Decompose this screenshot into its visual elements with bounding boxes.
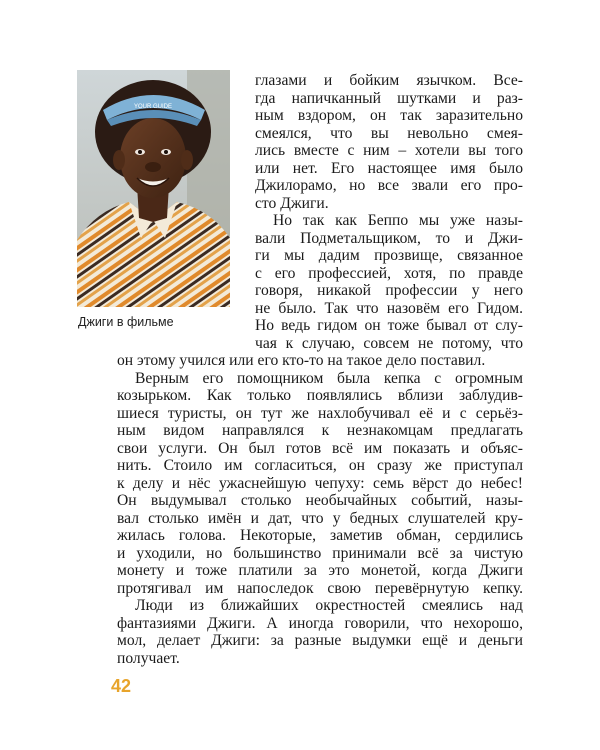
text-line: и уходили, но большинство принимали всё за чистую [117, 544, 523, 562]
text-line: смеялся, что вы невольно смея- [255, 124, 523, 142]
photo-caption: Джиги в фильме [78, 315, 174, 329]
portrait-illustration [77, 70, 230, 307]
text-line: Он выдумывал столько необычайных событий, назы- [117, 492, 523, 509]
text-line: шиеся туристы, он тут же нахлобучивал её и с серьёз- [117, 404, 523, 422]
text-line: сто Джиги. [255, 194, 329, 212]
text-line: жилась голова. Некоторые, заметив обман, сердились [117, 527, 523, 544]
text-line: получает. [117, 649, 180, 667]
text-line: или нет. Его настоящее имя было [255, 159, 523, 177]
text-line: мол, делает Джиги: за разные выдумки ещё и деньги [117, 632, 523, 649]
text-line: говоря, никакой профессии у него [255, 282, 523, 299]
text-line: Люди из ближайших окрестностей смеялись над [135, 597, 523, 614]
text-line: вал столько имён и дат, что у бедных слушателей кру- [117, 509, 523, 527]
text-line: Верным его помощником была кепка с огромным [135, 369, 523, 387]
text-line: к делу и нёс ужаснейшую чепуху: семь вёрст до небес! [117, 474, 523, 492]
text-line: ным видом направлялся к незнакомцам предлагать [117, 422, 523, 439]
text-line: Но ведь гидом он тоже бывал от слу- [255, 317, 523, 334]
photo-jigi [77, 70, 230, 307]
text-line: козырьком. Как только появлялись вблизи заблудив- [117, 387, 523, 404]
text-line: монету и тоже платили за это монетой, когда Джиги [117, 562, 523, 579]
text-line: вали Подметальщиком, то и Джи- [255, 229, 523, 247]
text-line: нить. Стоило им согласиться, он сразу же приступал [117, 457, 523, 474]
text-line: ги мы дадим прозвище, связанное [255, 247, 523, 264]
cap-text: YOUR GUIDE [133, 104, 173, 110]
text-line: гда напичканный шутками и раз- [255, 89, 523, 107]
text-line: Но так как Беппо мы уже назы- [273, 212, 523, 229]
text-line: Джилорамо, но все звали его про- [255, 177, 523, 194]
text-line: фантазиями Джиги. А иногда говорили, что нехорошо, [117, 614, 523, 632]
text-line: он этому учился или его кто-то на такое дело поставил. [117, 352, 486, 369]
text-line: не было. Так что назовём его Гидом. [255, 299, 523, 317]
text-line: чая к случаю, совсем не потому, что [255, 334, 523, 352]
text-line: свои услуги. Он был готов всё им показать и объяс- [117, 439, 523, 457]
text-line: протягивал им напоследок свою перевёрнутую кепку. [117, 579, 523, 597]
page-number: 42 [111, 676, 132, 696]
text-line: глазами и бойким язычком. Все- [255, 72, 523, 89]
text-line: ным вздором, он так заразительно [255, 107, 523, 124]
text-line: лись вместе с ним – хотели вы того [255, 142, 523, 159]
text-line: с его профессией, хотя, по правде [255, 264, 523, 282]
